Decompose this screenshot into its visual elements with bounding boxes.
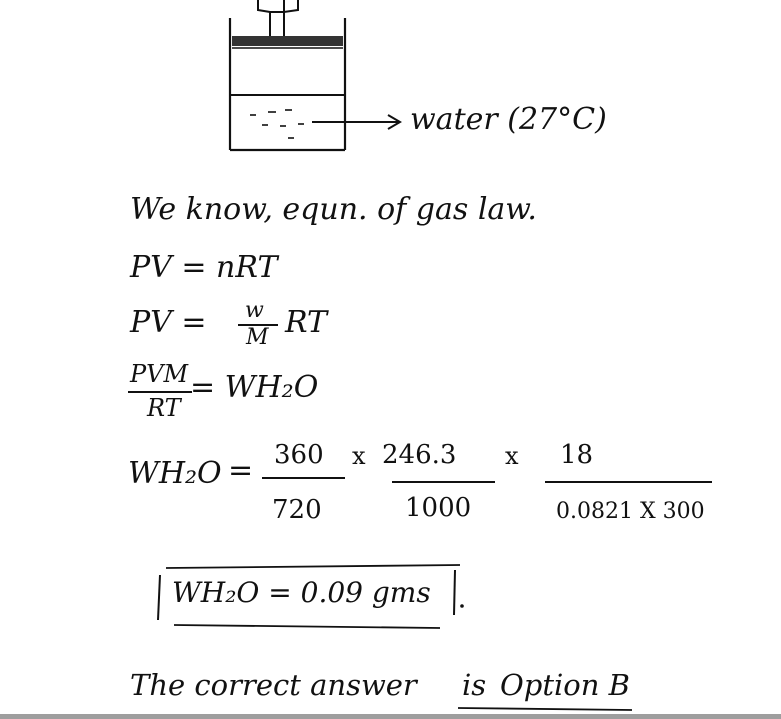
calc-frac3-numerator: 18 [560, 440, 594, 470]
calc-frac1-denominator: 720 [272, 495, 322, 525]
calc-frac1-numerator: 360 [274, 440, 324, 470]
equation-2-numerator: w [245, 298, 264, 323]
equation-3-denominator: RT [147, 394, 181, 422]
equation-2-right: RT [285, 305, 328, 340]
calc-frac2-denominator: 1000 [405, 493, 472, 523]
conclusion-is: is [462, 668, 487, 702]
result-text: WH₂O = 0.09 gms [172, 576, 431, 609]
calc-times-1: x [352, 442, 366, 470]
calc-times-2: x [505, 442, 519, 470]
bottom-border [0, 714, 781, 719]
equation-2-denominator: M [246, 325, 269, 350]
intro-line: We know, equn. of gas law. [130, 192, 537, 227]
equation-3-right: = WH₂O [190, 370, 319, 405]
conclusion-prefix: The correct answer [130, 668, 417, 702]
calc-equals: = [228, 453, 254, 488]
calc-frac2-numerator: 246.3 [382, 440, 457, 470]
water-label: water (27°C) [410, 102, 607, 137]
equation-3-numerator: PVM [130, 360, 189, 388]
calc-lhs: WH₂O [128, 456, 222, 491]
equation-1: PV = nRT [130, 250, 278, 285]
equation-2-left: PV = [130, 305, 207, 340]
conclusion-option: Option B [500, 668, 630, 702]
calc-frac3-denominator: 0.0821 X 300 [556, 499, 705, 524]
